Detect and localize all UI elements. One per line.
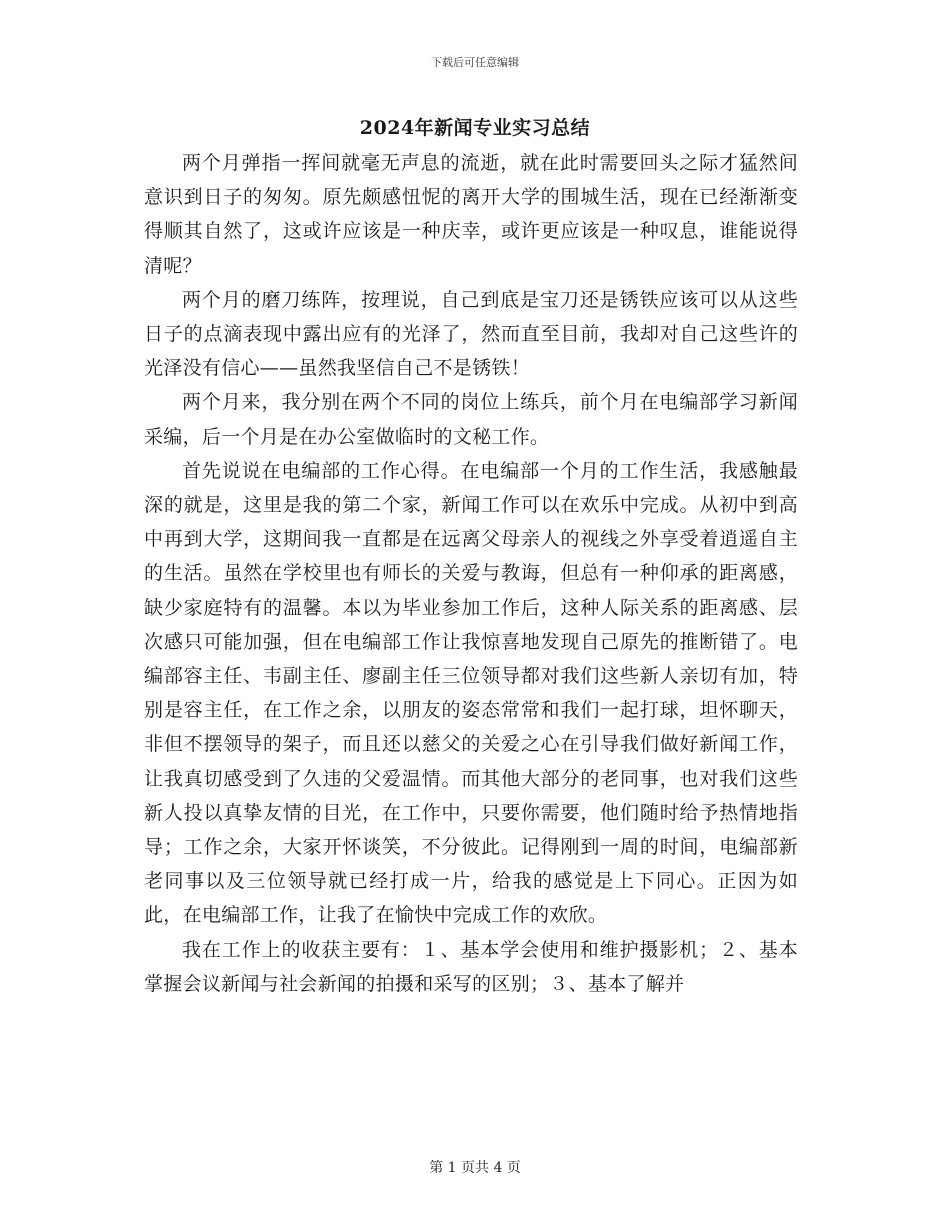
page-header: 下载后可任意编辑 <box>431 56 519 69</box>
document-title: 2024年新闻专业实习总结 <box>359 117 591 139</box>
page-footer: 第 1 页共 4 页 <box>429 1160 521 1176</box>
paragraph-1: 两个月弹指一挥间就毫无声息的流逝，就在此时需要回头之际才猛然间意识到日子的匆匆。原先颇感忸怩的离开大学的围城生活，现在已经渐渐变得顺其自然了，这或许应该是一种庆幸，或许更应该是一种叹息，谁能说得清呢？ <box>144 152 798 277</box>
paragraph-2: 两个月的磨刀练阵，按理说，自己到底是宝刀还是锈铁应该可以从这些日子的点滴表现中露出应有的光泽了，然而直至目前，我却对自己这些许的光泽没有信心——虽然我坚信自己不是锈铁！ <box>144 288 798 380</box>
document-body <box>144 146 798 1001</box>
paragraph-4: 首先说说在电编部的工作心得。在电编部一个月的工作生活，我感触最深的就是，这里是我的第二个家，新闻工作可以在欢乐中完成。从初中到高中再到大学，这期间我一直都是在远离父母亲人的视线之外享受着逍遥自主的生活。虽然在学校里也有师长的关爱与教诲，但总有一种仰承的距离感，缺少家庭特有的温馨。本以为毕业参加工作后，这种人际关系的距离感、层次感只可能加强，但在电编部工作让我惊喜地发现自己原先的推断错了。电编部容主任、韦副主任、廖副主任三位领导都对我们这些新人亲切有加，特别是容主任，在工作之余，以朋友的姿态常常和我们一起打球，坦怀聊天，非但不摆领导的架子，而且还以慈父的关爱之心在引导我们做好新闻工作，让我真切感受到了久违的父爱温情。而其他大部分的老同事，也对我们这些新人投以真挚友情的目光，在工作中，只要你需要，他们随时给予热情地指导；工作之余，大家开怀谈笑，不分彼此。记得刚到一周的时间，电编部新老同事以及三位领导就已经打成一片，给我的感觉是上下同心。正因为如此，在电编部工作，让我了在愉快中完成工作的欢欣。 <box>144 459 798 927</box>
paragraph-5: 我在工作上的收获主要有：１、基本学会使用和维护摄影机；２、基本掌握会议新闻与社会新闻的拍摄和采写的区别；３、基本了解并 <box>144 938 798 995</box>
paragraph-3: 两个月来，我分别在两个不同的岗位上练兵，前个月在电编部学习新闻采编，后一个月是在办公室做临时的文秘工作。 <box>144 391 798 448</box>
